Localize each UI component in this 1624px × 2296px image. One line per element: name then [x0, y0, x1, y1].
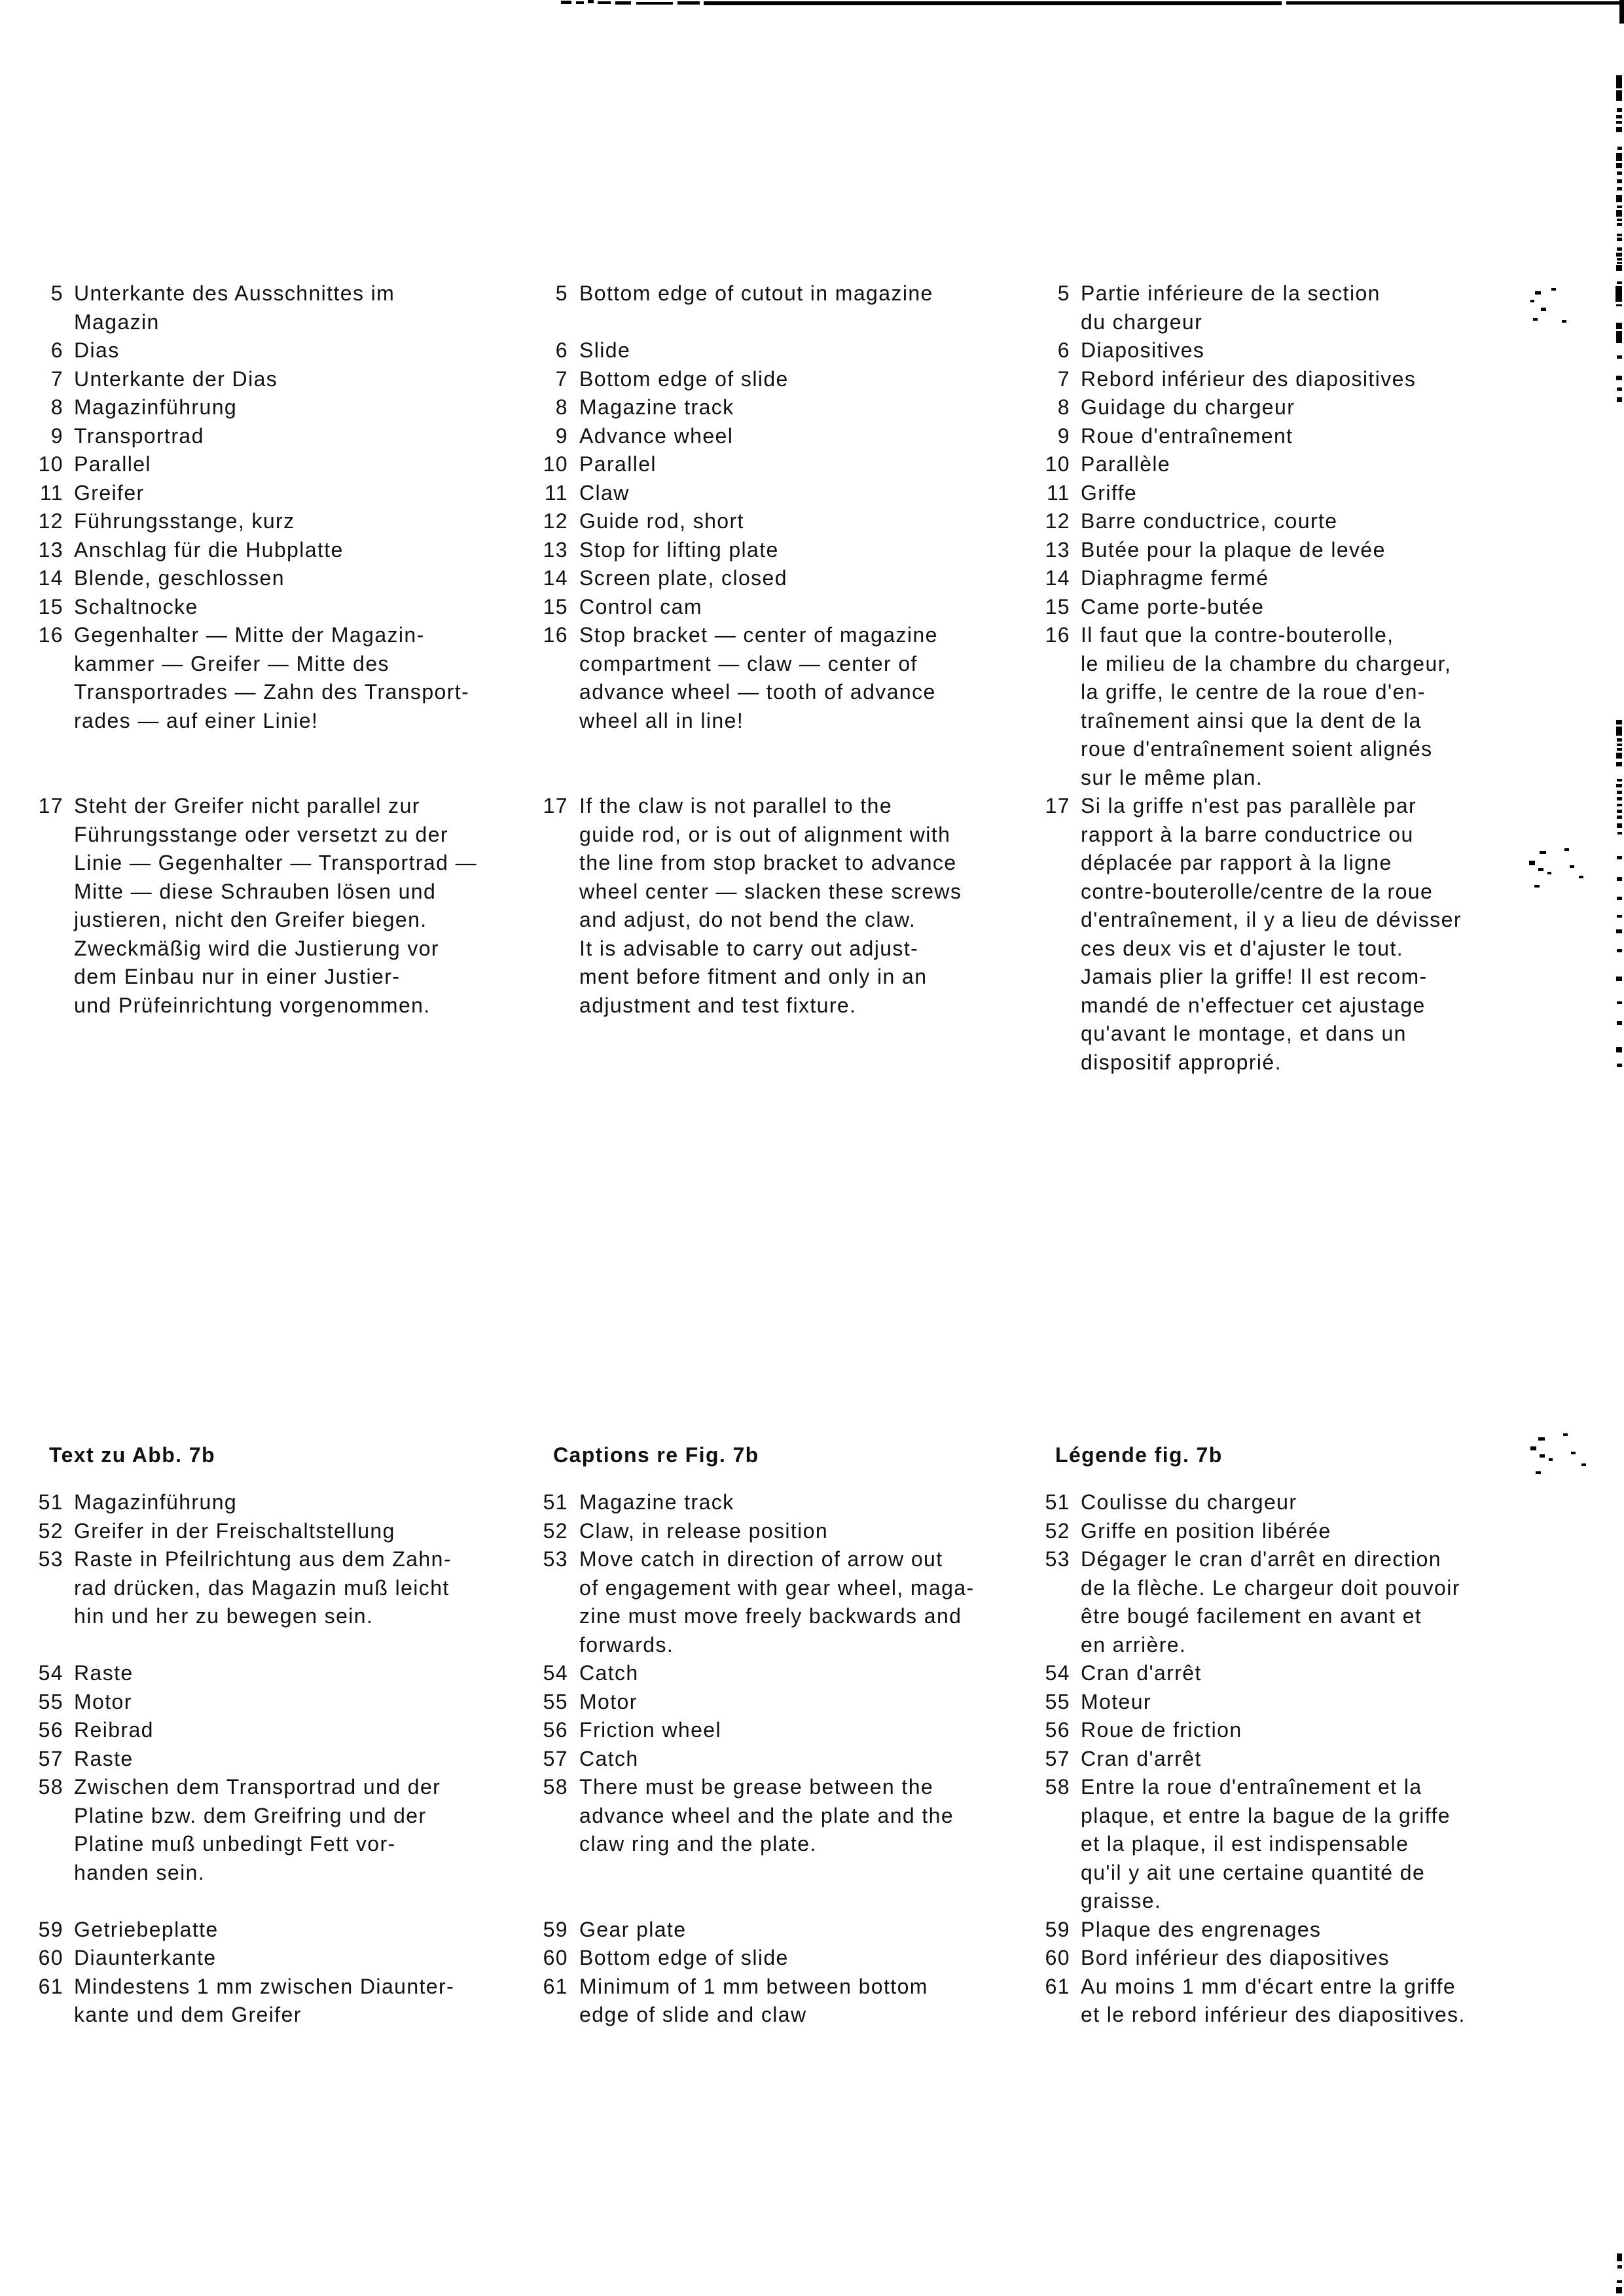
caption-item-number: 5 — [50, 281, 63, 305]
caption-item-number: 56 — [543, 1718, 568, 1742]
caption-item-line: Roue de friction — [1081, 1718, 1242, 1742]
caption-item-line: Friction wheel — [579, 1718, 722, 1742]
caption-item-number: 54 — [1045, 1661, 1070, 1685]
caption-item-number: 61 — [543, 1974, 568, 1998]
caption-item-number: 61 — [38, 1974, 63, 1998]
caption-item-line: und Prüfeinrichtung vorgenommen. — [74, 993, 431, 1017]
scan-artifact — [1533, 318, 1538, 321]
caption-item-line: mandé de n'effectuer cet ajustage — [1081, 993, 1426, 1017]
caption-item-number: 12 — [1045, 509, 1070, 533]
caption-item-number: 7 — [1057, 367, 1070, 391]
caption-item-number: 60 — [1045, 1946, 1070, 1969]
scan-artifact — [1538, 868, 1543, 871]
caption-item-line: la griffe, le centre de la roue d'en- — [1081, 680, 1426, 704]
caption-item-number: 12 — [543, 509, 568, 533]
scan-artifact — [598, 1, 611, 4]
scan-artifact — [1617, 949, 1622, 952]
caption-item-number: 60 — [543, 1946, 568, 1969]
caption-item-line: Butée pour la plaque de levée — [1081, 537, 1386, 562]
caption-item-line: rades — auf einer Linie! — [74, 708, 319, 732]
caption-item-line: Unterkante des Ausschnittes im — [74, 281, 395, 305]
scan-artifact — [1616, 265, 1622, 271]
caption-item-line: Motor — [74, 1689, 132, 1713]
caption-item-line: Steht der Greifer nicht parallel zur — [74, 794, 420, 817]
scan-artifact — [1616, 253, 1622, 257]
caption-item-line: ces deux vis et d'ajuster le tout. — [1081, 936, 1404, 960]
scan-artifact — [1616, 323, 1622, 329]
caption-item-line: Platine bzw. dem Greifring und der — [74, 1803, 427, 1827]
caption-item-number: 5 — [555, 281, 568, 305]
caption-item-line: Cran d'arrêt — [1081, 1661, 1202, 1685]
caption-item-line: Magazinführung — [74, 1490, 238, 1514]
caption-item-number: 16 — [543, 623, 568, 647]
caption-item-line: Claw — [579, 480, 630, 505]
caption-item-number: 10 — [543, 452, 568, 476]
caption-item-line: Anschlag für die Hubplatte — [74, 537, 344, 562]
caption-item-line: Parallel — [74, 452, 151, 476]
caption-item-number: 54 — [543, 1661, 568, 1685]
caption-item-line: Barre conductrice, courte — [1081, 509, 1338, 533]
scan-artifact — [1617, 877, 1622, 881]
caption-item-line: Platine muß unbedingt Fett vor- — [74, 1832, 396, 1856]
caption-item-number: 11 — [39, 480, 63, 505]
caption-item-line: le milieu de la chambre du chargeur, — [1081, 651, 1452, 675]
caption-item-line: Magazine track — [579, 1490, 734, 1514]
caption-item-line: Blende, geschlossen — [74, 566, 285, 590]
caption-item-line: Advance wheel — [579, 423, 734, 448]
scan-artifact — [1563, 1433, 1568, 1436]
scan-artifact — [1616, 977, 1622, 981]
caption-item-number: 11 — [1046, 480, 1070, 505]
caption-item-line: Jamais plier la griffe! Il est recom- — [1081, 965, 1428, 988]
caption-item-line: Partie inférieure de la section — [1081, 281, 1380, 305]
caption-item-line: kammer — Greifer — Mitte des — [74, 651, 389, 675]
scan-artifact — [1616, 210, 1622, 217]
scan-artifact — [1617, 1001, 1622, 1004]
caption-item-number: 57 — [543, 1746, 568, 1770]
caption-item-line: Transportrades — Zahn des Transport- — [74, 680, 470, 704]
caption-item-number: 59 — [543, 1917, 568, 1941]
caption-item-number: 11 — [544, 480, 568, 505]
scan-artifact — [1617, 262, 1622, 264]
caption-item-number: 54 — [38, 1661, 63, 1685]
caption-item-line: en arrière. — [1081, 1632, 1187, 1657]
scan-artifact — [1529, 861, 1535, 865]
caption-item-line: Gegenhalter — Mitte der Magazin- — [74, 623, 425, 647]
caption-item-number: 59 — [1045, 1917, 1070, 1941]
caption-item-number: 15 — [543, 594, 568, 619]
scan-artifact — [1617, 1064, 1622, 1067]
caption-item-number: 9 — [555, 423, 568, 448]
caption-item-number: 14 — [543, 566, 568, 590]
caption-item-line: Catch — [579, 1746, 639, 1770]
caption-item-line: advance wheel and the plate and the — [579, 1803, 954, 1827]
caption-item-line: Plaque des engrenages — [1081, 1917, 1322, 1941]
section-heading-german: Text zu Abb. 7b — [49, 1443, 215, 1467]
caption-item-line: de la flèche. Le chargeur doit pouvoir — [1081, 1575, 1460, 1600]
caption-item-number: 15 — [38, 594, 63, 619]
caption-item-line: Raste in Pfeilrichtung aus dem Zahn- — [74, 1547, 452, 1571]
scan-artifact — [1530, 1446, 1536, 1450]
scan-artifact — [1617, 897, 1622, 900]
caption-item-line: Coulisse du chargeur — [1081, 1490, 1297, 1514]
caption-item-number: 10 — [38, 452, 63, 476]
caption-item-line: zine must move freely backwards and — [579, 1604, 962, 1628]
caption-item-line: It is advisable to carry out adjust- — [579, 936, 919, 960]
scan-artifact — [1617, 219, 1622, 221]
caption-item-number: 61 — [1045, 1974, 1070, 1998]
scan-artifact — [1617, 738, 1622, 742]
caption-item-number: 55 — [1045, 1689, 1070, 1713]
caption-item-line: Zwischen dem Transportrad und der — [74, 1775, 441, 1799]
caption-item-number: 10 — [1045, 452, 1070, 476]
caption-item-line: Cran d'arrêt — [1081, 1746, 1202, 1770]
caption-item-number: 8 — [1057, 395, 1070, 419]
caption-item-line: ment before fitment and only in an — [579, 965, 928, 988]
caption-item-line: guide rod, or is out of alignment with — [579, 822, 951, 846]
scan-artifact — [561, 1, 571, 4]
caption-item-line: Si la griffe n'est pas parallèle par — [1081, 794, 1417, 817]
caption-item-number: 58 — [1045, 1775, 1070, 1799]
caption-item-line: Screen plate, closed — [579, 566, 787, 590]
caption-item-number: 59 — [38, 1917, 63, 1941]
caption-item-line: Mindestens 1 mm zwischen Diaunter- — [74, 1974, 455, 1998]
caption-item-number: 8 — [555, 395, 568, 419]
scan-artifact — [1570, 865, 1574, 868]
caption-item-number: 55 — [543, 1689, 568, 1713]
caption-item-line: claw ring and the plate. — [579, 1832, 817, 1856]
caption-item-number: 6 — [50, 338, 63, 362]
caption-item-line: Zweckmäßig wird die Justierung vor — [74, 936, 439, 960]
caption-item-number: 58 — [38, 1775, 63, 1799]
caption-item-number: 13 — [38, 537, 63, 562]
scan-artifact — [1617, 810, 1622, 813]
caption-item-line: advance wheel — tooth of advance — [579, 680, 936, 704]
scan-artifact — [1617, 238, 1622, 241]
scan-artifact — [1617, 387, 1622, 391]
caption-item-number: 55 — [38, 1689, 63, 1713]
scan-artifact — [1617, 1021, 1622, 1025]
scan-artifact — [1616, 195, 1622, 202]
caption-item-number: 51 — [1045, 1490, 1070, 1514]
caption-item-line: Diaunterkante — [74, 1946, 217, 1969]
scan-artifact — [1581, 1463, 1586, 1466]
caption-item-line: handen sein. — [74, 1860, 206, 1884]
caption-item-line: Führungsstange, kurz — [74, 509, 295, 533]
caption-item-line: et la plaque, il est indispensable — [1081, 1832, 1409, 1856]
caption-item-number: 14 — [1045, 566, 1070, 590]
caption-item-number: 57 — [38, 1746, 63, 1770]
caption-item-line: Minimum of 1 mm between bottom — [579, 1974, 928, 1998]
caption-item-number: 14 — [38, 566, 63, 590]
scan-artifact — [1564, 848, 1569, 851]
caption-item-line: Diaphragme fermé — [1081, 566, 1269, 590]
caption-item-line: graisse. — [1081, 1889, 1162, 1912]
caption-item-number: 53 — [1045, 1547, 1070, 1571]
caption-item-line: du chargeur — [1081, 310, 1203, 334]
scan-artifact — [1540, 851, 1546, 854]
caption-item-line: wheel center — slacken these screws — [579, 879, 962, 903]
scan-artifact — [1617, 748, 1622, 751]
caption-item-line: Rebord inférieur des diapositives — [1081, 367, 1416, 391]
scan-artifact — [1617, 258, 1622, 260]
caption-item-number: 17 — [543, 794, 568, 817]
caption-item-line: and adjust, do not bend the claw. — [579, 908, 916, 931]
caption-item-line: hin und her zu bewegen sein. — [74, 1604, 374, 1628]
caption-item-line: If the claw is not parallel to the — [579, 794, 893, 817]
scan-artifact — [1616, 163, 1622, 168]
scan-artifact — [1562, 320, 1566, 323]
caption-item-line: Motor — [579, 1689, 638, 1713]
scan-artifact — [1579, 876, 1583, 878]
caption-item-line: rad drücken, das Magazin muß leicht — [74, 1575, 450, 1600]
caption-item-line: Control cam — [579, 594, 702, 619]
scan-artifact — [1540, 1454, 1545, 1458]
caption-item-line: Griffe — [1081, 480, 1138, 505]
caption-item-line: Catch — [579, 1661, 639, 1685]
scan-artifact — [1619, 0, 1624, 24]
caption-item-line: justieren, nicht den Greifer biegen. — [74, 908, 427, 931]
scan-artifact — [1538, 1437, 1545, 1441]
scan-artifact — [576, 1, 584, 4]
caption-item-line: Unterkante der Dias — [74, 367, 278, 391]
caption-item-line: Transportrad — [74, 423, 204, 448]
section-heading-english: Captions re Fig. 7b — [553, 1443, 759, 1467]
caption-item-line: Guide rod, short — [579, 509, 744, 533]
caption-item-line: Au moins 1 mm d'écart entre la griffe — [1081, 1974, 1456, 1998]
scan-artifact — [1549, 1458, 1553, 1461]
caption-item-line: Entre la roue d'entraînement et la — [1081, 1775, 1422, 1799]
caption-item-line: rapport à la barre conductrice ou — [1081, 822, 1414, 846]
caption-item-number: 6 — [555, 338, 568, 362]
scan-artifact — [1616, 753, 1622, 759]
scan-artifact — [1617, 2253, 1622, 2261]
caption-item-line: Stop bracket — center of magazine — [579, 623, 938, 647]
scan-artifact — [1617, 832, 1622, 834]
caption-item-number: 56 — [38, 1718, 63, 1742]
caption-item-number: 7 — [50, 367, 63, 391]
caption-item-line: Greifer in der Freischaltstellung — [74, 1518, 395, 1543]
caption-item-number: 6 — [1057, 338, 1070, 362]
caption-item-line: Magazine track — [579, 395, 734, 419]
caption-item-line: d'entraînement, il y a lieu de dévisser — [1081, 908, 1462, 931]
caption-item-line: the line from stop bracket to advance — [579, 851, 957, 874]
scan-artifact — [1617, 355, 1622, 359]
caption-item-line: déplacée par rapport à la ligne — [1081, 851, 1392, 874]
scan-artifact — [1617, 179, 1622, 183]
scan-artifact — [1616, 127, 1622, 132]
caption-item-line: Getriebeplatte — [74, 1917, 219, 1941]
caption-item-number: 52 — [543, 1518, 568, 1543]
scan-artifact — [615, 1, 631, 5]
caption-item-line: Greifer — [74, 480, 145, 505]
caption-item-line: plaque, et entre la bague de la griffe — [1081, 1803, 1451, 1827]
caption-item-line: Guidage du chargeur — [1081, 395, 1295, 419]
caption-item-number: 52 — [38, 1518, 63, 1543]
caption-item-line: traînement ainsi que la dent de la — [1081, 708, 1422, 732]
caption-item-line: There must be grease between the — [579, 1775, 934, 1799]
caption-item-line: Magazin — [74, 310, 160, 334]
caption-item-line: Raste — [74, 1661, 134, 1685]
caption-item-line: Magazinführung — [74, 395, 238, 419]
caption-item-line: Bottom edge of slide — [579, 367, 789, 391]
scan-artifact — [1547, 872, 1551, 874]
caption-item-number: 13 — [543, 537, 568, 562]
scan-artifact — [1617, 187, 1622, 190]
caption-item-line: Bottom edge of slide — [579, 1946, 789, 1969]
scan-artifact — [1616, 376, 1622, 380]
caption-item-number: 16 — [1045, 623, 1070, 647]
caption-item-number: 7 — [555, 367, 568, 391]
scan-artifact — [1617, 247, 1622, 251]
caption-item-number: 13 — [1045, 537, 1070, 562]
caption-item-line: Reibrad — [74, 1718, 154, 1742]
caption-item-line: Diapositives — [1081, 338, 1205, 362]
scan-artifact — [1617, 779, 1622, 781]
caption-item-line: Linie — Gegenhalter — Transportrad — — [74, 851, 478, 874]
scan-artifact — [1551, 288, 1556, 291]
scan-artifact — [1534, 885, 1540, 888]
caption-item-line: qu'il y ait une certaine quantité de — [1081, 1860, 1426, 1884]
scan-artifact — [1616, 762, 1622, 766]
caption-item-line: forwards. — [579, 1632, 674, 1657]
scan-artifact — [1617, 804, 1622, 806]
scan-artifact — [1615, 286, 1622, 302]
scan-artifact — [1286, 1, 1624, 5]
caption-item-number: 53 — [543, 1547, 568, 1571]
caption-item-line: compartment — claw — center of — [579, 651, 918, 675]
scan-artifact — [1617, 206, 1622, 208]
scan-artifact — [1536, 1471, 1541, 1474]
caption-item-line: sur le même plan. — [1081, 765, 1263, 789]
caption-item-number: 52 — [1045, 1518, 1070, 1543]
caption-item-line: kante und dem Greifer — [74, 2003, 302, 2026]
caption-item-line: of engagement with gear wheel, maga- — [579, 1575, 975, 1600]
caption-item-line: Claw, in release position — [579, 1518, 829, 1543]
scan-artifact — [1617, 915, 1622, 918]
scan-artifact — [1616, 153, 1622, 161]
caption-item-line: Griffe en position libérée — [1081, 1518, 1331, 1543]
scan-artifact — [1617, 797, 1622, 800]
caption-item-number: 9 — [50, 423, 63, 448]
scan-artifact — [704, 1, 1282, 5]
caption-item-line: Il faut que la contre-bouterolle, — [1081, 623, 1394, 647]
scan-artifact — [677, 1, 700, 5]
scan-artifact — [1616, 75, 1622, 88]
scan-artifact — [1535, 291, 1541, 295]
scan-artifact — [1616, 90, 1622, 101]
caption-item-line: Parallel — [579, 452, 657, 476]
caption-item-line: qu'avant le montage, et dans un — [1081, 1022, 1407, 1045]
scan-artifact — [588, 0, 594, 3]
caption-item-line: Schaltnocke — [74, 594, 198, 619]
caption-item-line: Moteur — [1081, 1689, 1151, 1713]
scan-artifact — [1617, 823, 1622, 828]
section-heading-french: Légende fig. 7b — [1055, 1443, 1223, 1467]
caption-item-number: 16 — [38, 623, 63, 647]
scan-artifact — [1616, 1047, 1622, 1052]
caption-item-line: Dégager le cran d'arrêt en direction — [1081, 1547, 1442, 1571]
scan-artifact — [636, 2, 673, 5]
caption-item-line: Stop for lifting plate — [579, 537, 779, 562]
caption-item-number: 53 — [38, 1547, 63, 1571]
scan-artifact — [1617, 147, 1622, 150]
scan-artifact — [1617, 223, 1622, 226]
scan-artifact — [1617, 2265, 1622, 2269]
caption-item-line: Parallèle — [1081, 452, 1171, 476]
scan-artifact — [1616, 304, 1622, 306]
caption-item-line: adjustment and test fixture. — [579, 993, 857, 1017]
caption-item-line: Move catch in direction of arrow out — [579, 1547, 943, 1571]
scan-artifact — [1617, 2280, 1622, 2283]
caption-item-line: roue d'entraînement soient alignés — [1081, 737, 1433, 761]
caption-item-number: 60 — [38, 1946, 63, 1969]
caption-item-line: Mitte — diese Schrauben lösen und — [74, 879, 437, 903]
caption-item-line: Bord inférieur des diapositives — [1081, 1946, 1390, 1969]
caption-item-number: 58 — [543, 1775, 568, 1799]
caption-item-line: edge of slide and claw — [579, 2003, 807, 2026]
caption-item-line: Came porte-butée — [1081, 594, 1265, 619]
caption-item-number: 8 — [50, 395, 63, 419]
scan-artifact — [1617, 108, 1622, 112]
scan-artifact — [1617, 744, 1622, 746]
caption-item-line: Slide — [579, 338, 631, 362]
caption-item-line: Roue d'entraînement — [1081, 423, 1293, 448]
caption-item-line: Führungsstange oder versetzt zu der — [74, 822, 448, 846]
scan-artifact — [1616, 929, 1622, 933]
caption-item-line: Raste — [74, 1746, 134, 1770]
scan-artifact — [1617, 856, 1622, 859]
caption-item-line: Gear plate — [579, 1917, 687, 1941]
caption-item-number: 12 — [38, 509, 63, 533]
caption-item-line: contre-bouterolle/centre de la roue — [1081, 879, 1434, 903]
scan-artifact — [1617, 397, 1622, 402]
caption-item-number: 9 — [1057, 423, 1070, 448]
caption-item-line: être bougé facilement en avant et — [1081, 1604, 1422, 1628]
caption-item-number: 17 — [38, 794, 63, 817]
caption-item-number: 51 — [38, 1490, 63, 1514]
caption-item-number: 51 — [543, 1490, 568, 1514]
caption-item-line: dispositif approprié. — [1081, 1050, 1282, 1074]
scan-artifact — [1616, 331, 1622, 343]
scan-artifact — [1541, 308, 1546, 311]
scan-artifact — [1616, 2287, 1622, 2293]
scan-artifact — [1617, 281, 1622, 284]
scan-artifact — [1616, 720, 1622, 725]
caption-item-number: 5 — [1057, 281, 1070, 305]
scan-artifact — [1530, 300, 1534, 302]
scan-artifact — [1617, 791, 1622, 794]
caption-item-line: Bottom edge of cutout in magazine — [579, 281, 933, 305]
caption-item-line: Dias — [74, 338, 120, 362]
caption-item-number: 56 — [1045, 1718, 1070, 1742]
caption-item-line: wheel all in line! — [579, 708, 744, 732]
scan-artifact — [1616, 115, 1622, 118]
caption-item-number: 15 — [1045, 594, 1070, 619]
caption-item-line: dem Einbau nur in einer Justier- — [74, 965, 401, 988]
scan-artifact — [1616, 121, 1622, 124]
scan-artifact — [1616, 784, 1622, 787]
caption-item-number: 57 — [1045, 1746, 1070, 1770]
scan-artifact — [1616, 726, 1622, 736]
scan-artifact — [1617, 171, 1622, 175]
scan-artifact — [1617, 816, 1622, 819]
caption-item-number: 17 — [1045, 794, 1070, 817]
scan-artifact — [1571, 1452, 1576, 1454]
caption-item-line: et le rebord inférieur des diapositives. — [1081, 2003, 1466, 2026]
scan-artifact — [1617, 234, 1622, 236]
